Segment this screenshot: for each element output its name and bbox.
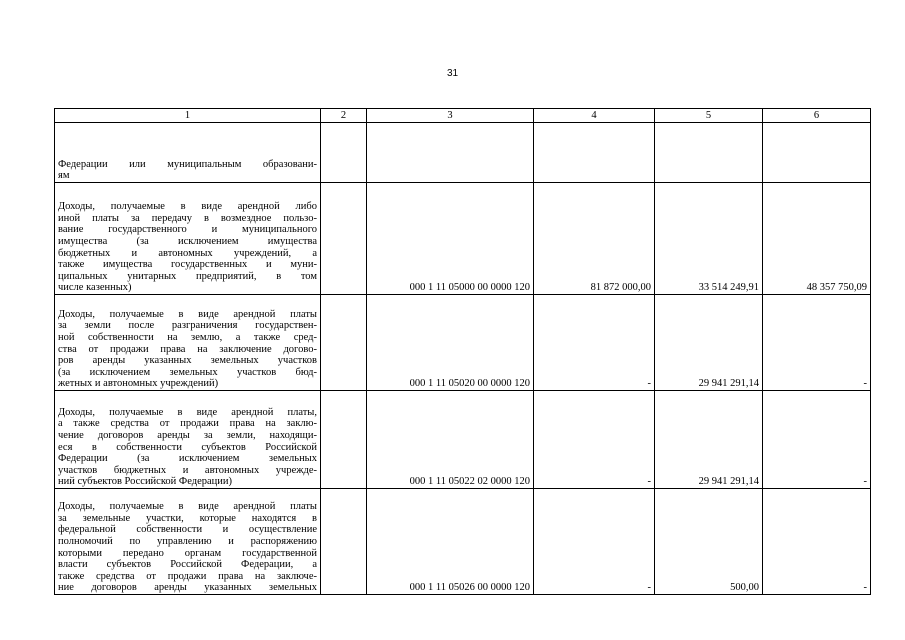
cell-col4: - <box>534 489 655 595</box>
description-line: Федерации (за исключением земельных <box>58 453 317 465</box>
table-row <box>55 123 871 183</box>
page-number: 31 <box>446 68 459 79</box>
description-line: чение договоров аренды за земли, находящи- <box>58 430 317 442</box>
description-line: ние договоров аренды указанных земельных <box>58 582 317 594</box>
cell-col4: 81 872 000,00 <box>534 183 655 295</box>
row-description <box>55 391 321 489</box>
row-description <box>55 183 321 295</box>
description-line: власти субъектов Российской Федерации, а <box>58 559 317 571</box>
cell-col5: 29 941 291,14 <box>655 391 763 489</box>
cell-code <box>367 123 534 183</box>
description-line: ям <box>58 170 70 182</box>
description-line: числе казенных) <box>58 282 132 294</box>
cell-col5: 33 514 249,91 <box>655 183 763 295</box>
description-line: участков бюджетных и автономных учрежде- <box>58 464 317 476</box>
cell-col6: - <box>763 489 871 595</box>
description-line: также средства от продажи права на заключе- <box>58 570 317 582</box>
row-description <box>55 123 321 183</box>
cell-code: 000 1 11 05022 02 0000 120 <box>367 391 534 489</box>
cell-col2 <box>321 123 367 183</box>
col-header-6: 6 <box>763 109 871 123</box>
description-line: имущества (за исключением имущества <box>58 236 317 248</box>
description-line: также имущества государственных и муни- <box>58 259 317 271</box>
description-line: Доходы, получаемые в виде арендной платы, <box>58 406 317 418</box>
description-line: за земельные участки, которые находятся в <box>58 512 317 524</box>
table-row <box>55 295 871 391</box>
budget-table <box>54 108 871 595</box>
description-line: (за исключением земельных участков бюд- <box>58 366 317 378</box>
cell-col6: - <box>763 295 871 391</box>
cell-col2 <box>321 391 367 489</box>
description-line: ства от продажи права на заключение догово- <box>58 343 317 355</box>
cell-col2 <box>321 183 367 295</box>
table-row <box>55 391 871 489</box>
cell-col5: 500,00 <box>655 489 763 595</box>
cell-code: 000 1 11 05026 00 0000 120 <box>367 489 534 595</box>
description-line: Федерации или муниципальным образовани- <box>58 158 317 170</box>
cell-col6: - <box>763 391 871 489</box>
table-row <box>55 489 871 595</box>
description-line: бюджетных и автономных учреждений, а <box>58 247 317 259</box>
col-header-3: 3 <box>367 109 534 123</box>
cell-code: 000 1 11 05000 00 0000 120 <box>367 183 534 295</box>
description-line: полномочий по управлению и распоряжению <box>58 536 317 548</box>
col-header-5: 5 <box>655 109 763 123</box>
description-line: вание государственного и муниципального <box>58 224 317 236</box>
description-line: еся в собственности субъектов Российской <box>58 441 317 453</box>
description-line: за земли после разграничения государствен- <box>58 320 317 332</box>
col-header-1: 1 <box>55 109 321 123</box>
col-header-4: 4 <box>534 109 655 123</box>
description-line: Доходы, получаемые в виде арендной платы <box>58 501 317 513</box>
cell-col5: 29 941 291,14 <box>655 295 763 391</box>
cell-col4: - <box>534 391 655 489</box>
cell-col6: 48 357 750,09 <box>763 183 871 295</box>
description-line: ципальных унитарных предприятий, в том <box>58 270 317 282</box>
cell-col2 <box>321 295 367 391</box>
cell-col5 <box>655 123 763 183</box>
table-row <box>55 183 871 295</box>
description-line: которыми передано органам государственной <box>58 547 317 559</box>
cell-col4: - <box>534 295 655 391</box>
header-row <box>55 109 871 123</box>
row-description <box>55 295 321 391</box>
cell-col4 <box>534 123 655 183</box>
cell-code: 000 1 11 05020 00 0000 120 <box>367 295 534 391</box>
cell-col6 <box>763 123 871 183</box>
description-line: а также средства от продажи права на заклю- <box>58 418 317 430</box>
description-line: ров аренды указанных земельных участков <box>58 355 317 367</box>
description-line: ной собственности на землю, а также сред- <box>58 332 317 344</box>
col-header-2: 2 <box>321 109 367 123</box>
description-line: федеральной собственности и осуществление <box>58 524 317 536</box>
description-line: Доходы, получаемые в виде арендной платы <box>58 308 317 320</box>
row-description <box>55 489 321 595</box>
description-line: ний субъектов Российской Федерации) <box>58 476 232 488</box>
description-line: иной платы за передачу в возмездное пользо- <box>58 212 317 224</box>
description-line: жетных и автономных учреждений) <box>58 378 219 390</box>
cell-col2 <box>321 489 367 595</box>
description-line: Доходы, получаемые в виде арендной либо <box>58 201 317 213</box>
